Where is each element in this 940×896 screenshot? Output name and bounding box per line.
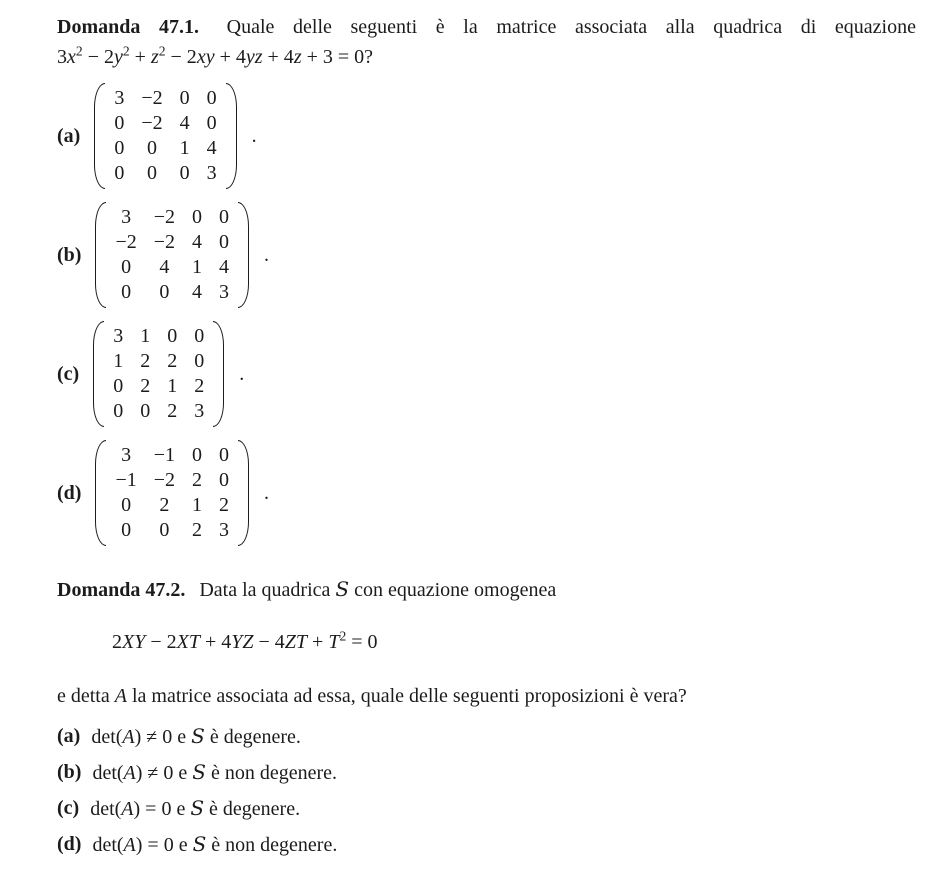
matrix-cell: 3 <box>206 162 217 184</box>
matrix-cell: 0 <box>219 444 230 466</box>
text-segment: + <box>129 46 151 68</box>
text-segment: è non degenere. <box>206 834 338 856</box>
option-d-label: (d) <box>57 833 82 855</box>
matrix-cell: 1 <box>179 137 190 159</box>
question-2-intro <box>199 579 556 601</box>
text-segment: S <box>335 577 350 601</box>
matrix-cell: 0 <box>121 494 132 516</box>
text-segment: è non degenere. <box>205 762 338 784</box>
matrix-cell: 0 <box>121 281 132 303</box>
matrix-b-period: . <box>264 243 270 266</box>
matrix-cell: 0 <box>206 112 217 134</box>
text-segment: ) ≠ 0 e <box>135 762 193 784</box>
matrix-cell: 0 <box>192 206 203 228</box>
question-47-1-section <box>57 12 916 548</box>
paren-right <box>213 321 224 427</box>
matrix-cell: 0 <box>159 519 170 541</box>
text-segment: S <box>191 724 205 748</box>
text-segment: 2 <box>122 43 130 59</box>
text-segment: ZT <box>284 631 308 653</box>
option-a-text <box>91 719 301 755</box>
text-segment: z <box>293 46 302 68</box>
matrix-cell: 3 <box>114 87 125 109</box>
matrix-cell: 0 <box>219 469 230 491</box>
text-segment: 2 <box>158 43 166 59</box>
text-segment: + 4 <box>262 46 294 68</box>
matrix-cell: −1 <box>115 469 137 491</box>
matrix-cell: 0 <box>159 281 170 303</box>
q2-option-a <box>57 719 916 755</box>
text-segment: + 3 = 0? <box>301 46 374 68</box>
matrix-cell: 1 <box>113 350 124 372</box>
matrix-c-grid <box>104 321 213 427</box>
matrix-d-period: . <box>264 481 270 504</box>
option-b-label: (b) <box>57 761 82 783</box>
matrix-cell: 1 <box>167 375 178 397</box>
text-segment: xy <box>196 46 215 68</box>
paren-right <box>238 440 249 546</box>
matrix-cell: 0 <box>146 162 157 184</box>
matrix-cell: 4 <box>219 256 230 278</box>
q2-option-d <box>57 827 916 863</box>
text-segment: è degenere. <box>204 798 301 820</box>
text-segment: è degenere. <box>204 726 301 748</box>
text-segment: Data la quadrica <box>199 579 336 601</box>
option-c-label: (c) <box>57 797 80 819</box>
matrix-cell: 2 <box>219 494 230 516</box>
text-segment: A <box>123 834 136 856</box>
text-segment: A <box>122 726 135 748</box>
matrix-d-grid <box>106 440 238 546</box>
option-a-label: (a) <box>57 725 81 747</box>
matrix-a-period: . <box>251 124 257 147</box>
matrix-cell: 2 <box>167 350 178 372</box>
text-segment: − 2 <box>145 631 177 653</box>
paren-left <box>93 321 104 427</box>
matrix-cell: −1 <box>153 444 176 466</box>
matrix-cell: 4 <box>206 137 217 159</box>
text-segment: + 4 <box>214 46 246 68</box>
matrix-cell: 0 <box>113 375 124 397</box>
question-2-text <box>57 574 916 605</box>
text-segment: 2 <box>112 631 122 653</box>
text-segment: 2 <box>75 43 83 59</box>
matrix-b <box>95 200 249 310</box>
q2-option-b <box>57 755 916 791</box>
option-a-label: (a) <box>57 124 81 147</box>
matrix-cell: 2 <box>140 350 151 372</box>
q1-option-a <box>57 81 916 191</box>
matrix-cell: −2 <box>115 231 137 253</box>
matrix-cell: 3 <box>194 400 205 422</box>
text-segment: det( <box>91 726 123 748</box>
text-segment: A <box>121 798 134 820</box>
text-segment: 3 <box>57 46 67 68</box>
matrix-cell: 2 <box>194 375 205 397</box>
matrix-cell: −2 <box>141 112 163 134</box>
question-1-equation <box>57 43 374 68</box>
text-segment: A <box>123 762 136 784</box>
matrix-cell: 2 <box>192 469 203 491</box>
matrix-cell: −2 <box>141 87 163 109</box>
matrix-c-period: . <box>239 362 245 385</box>
matrix-cell: 0 <box>194 325 205 347</box>
text-segment: = 0 <box>346 631 378 653</box>
option-b-text <box>92 755 337 791</box>
option-d-label: (d) <box>57 481 82 504</box>
text-segment: T <box>328 631 340 653</box>
paren-left <box>94 83 105 189</box>
matrix-cell: −2 <box>153 231 176 253</box>
matrix-cell: 0 <box>114 137 125 159</box>
text-segment: − 2 <box>82 46 114 68</box>
matrix-cell: 2 <box>159 494 170 516</box>
question-1-intro: Quale delle seguenti è la matrice associata alla quadrica di equazione <box>226 16 916 38</box>
text-segment: det( <box>92 834 124 856</box>
text-segment: S <box>190 796 205 820</box>
matrix-a-grid <box>105 83 225 189</box>
matrix-cell: 0 <box>121 519 132 541</box>
text-segment: XY <box>122 631 146 653</box>
matrix-cell: 0 <box>114 162 125 184</box>
option-d-text <box>92 827 337 863</box>
text-segment: z <box>150 46 159 68</box>
matrix-cell: 0 <box>121 256 132 278</box>
text-segment: la matrice associata ad essa, quale delle seguenti proposizioni è vera? <box>126 685 687 707</box>
paren-left <box>95 202 106 308</box>
question-47-2-section <box>57 574 916 863</box>
text-segment: ) = 0 e <box>133 798 191 820</box>
question-2-outro <box>57 681 916 711</box>
question-2-label: Domanda 47.2. <box>57 579 186 601</box>
option-b-label: (b) <box>57 243 82 266</box>
matrix-cell: 0 <box>146 137 157 159</box>
text-segment: A <box>114 685 127 707</box>
text-segment: + 4 <box>199 631 232 653</box>
text-segment: ) ≠ 0 e <box>134 726 192 748</box>
matrix-cell: 0 <box>206 87 217 109</box>
matrix-cell: 0 <box>179 162 190 184</box>
matrix-cell: −2 <box>153 469 176 491</box>
text-segment: S <box>192 832 207 856</box>
paren-left <box>95 440 106 546</box>
matrix-d <box>95 438 249 548</box>
text-segment: yz <box>245 46 263 68</box>
matrix-cell: 3 <box>121 444 132 466</box>
matrix-cell: 0 <box>219 231 230 253</box>
q1-option-b <box>57 200 916 310</box>
question-1-label: Domanda 47.1. <box>57 16 199 38</box>
matrix-cell: 0 <box>114 112 125 134</box>
text-segment: + <box>307 631 329 653</box>
text-segment: − 4 <box>253 631 285 653</box>
text-segment: 2 <box>339 628 347 644</box>
matrix-cell: 2 <box>167 400 178 422</box>
matrix-cell: 2 <box>140 375 151 397</box>
matrix-cell: 0 <box>179 87 190 109</box>
matrix-cell: 1 <box>192 256 203 278</box>
text-segment: ) = 0 e <box>135 834 193 856</box>
matrix-cell: 0 <box>194 350 205 372</box>
matrix-cell: 1 <box>192 494 203 516</box>
matrix-cell: −2 <box>153 206 176 228</box>
text-segment: x <box>67 46 76 68</box>
text-segment: con equazione omogenea <box>349 579 557 601</box>
text-segment: YZ <box>231 631 254 653</box>
text-segment: XT <box>176 631 200 653</box>
matrix-a <box>94 81 236 191</box>
text-segment: e detta <box>57 685 115 707</box>
matrix-cell: 0 <box>113 400 124 422</box>
option-c-text <box>90 791 300 827</box>
matrix-cell: 0 <box>167 325 178 347</box>
matrix-cell: 2 <box>192 519 203 541</box>
paren-right <box>238 202 249 308</box>
question-1-text <box>57 12 916 72</box>
text-segment: − 2 <box>165 46 197 68</box>
matrix-c <box>93 319 224 429</box>
text-segment: y <box>113 46 123 68</box>
text-segment: S <box>192 760 206 784</box>
matrix-cell: 3 <box>219 519 230 541</box>
matrix-cell: 3 <box>113 325 124 347</box>
text-segment: det( <box>92 762 124 784</box>
matrix-cell: 0 <box>219 206 230 228</box>
matrix-cell: 4 <box>159 256 170 278</box>
q2-option-c <box>57 791 916 827</box>
matrix-cell: 4 <box>192 281 203 303</box>
matrix-cell: 1 <box>140 325 151 347</box>
q1-option-d <box>57 438 916 548</box>
question-2-equation <box>112 627 916 657</box>
matrix-cell: 4 <box>179 112 190 134</box>
matrix-cell: 3 <box>121 206 132 228</box>
matrix-cell: 0 <box>192 444 203 466</box>
paren-right <box>226 83 237 189</box>
matrix-b-grid <box>106 202 238 308</box>
q1-option-c <box>57 319 916 429</box>
text-segment: det( <box>90 798 122 820</box>
matrix-cell: 3 <box>219 281 230 303</box>
matrix-cell: 4 <box>192 231 203 253</box>
option-c-label: (c) <box>57 362 80 385</box>
matrix-cell: 0 <box>140 400 151 422</box>
